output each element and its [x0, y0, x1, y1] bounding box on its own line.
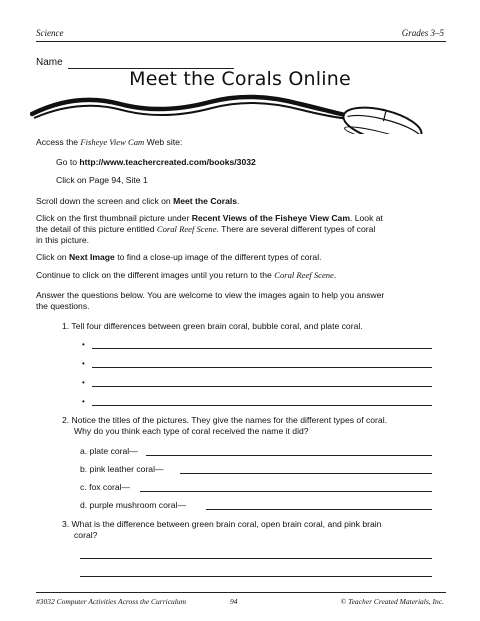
continue-paragraph: Continue to click on the different images until you return to the Coral Reef Scene.	[36, 270, 337, 280]
subject-label: Science	[36, 28, 64, 38]
answer-line-1a[interactable]	[92, 348, 432, 349]
footer-rule	[36, 592, 446, 593]
footer-book-title: #3032 Computer Activities Across the Curriculum	[36, 597, 187, 606]
computer-mouse-icon	[30, 88, 450, 134]
q2-item-d: d. purple mushroom coral—	[80, 500, 187, 510]
question-1: 1. Tell four differences between green brain coral, bubble coral, and plate coral.	[62, 321, 363, 331]
answer-line-2b[interactable]	[180, 473, 432, 474]
header-rule	[36, 41, 446, 42]
bullet-icon: •	[82, 397, 85, 406]
goto-line: Go to http://www.teachercreated.com/books/3032	[56, 157, 256, 167]
scroll-paragraph: Scroll down the screen and click on Meet the Corals.	[36, 196, 240, 206]
website-url[interactable]: http://www.teachercreated.com/books/3032	[79, 157, 256, 167]
grades-label: Grades 3–5	[401, 28, 444, 38]
thumbnail-paragraph: Click on the first thumbnail picture under Recent Views of the Fisheye View Cam. Look at the detail of this picture entitled Coral Reef Scene. There are several different types of coral in this picture.	[36, 213, 383, 245]
name-label: Name	[36, 57, 63, 68]
bullet-icon: •	[82, 359, 85, 368]
question-2: 2. Notice the titles of the pictures. They give the names for the different types of coral. Why do you think each type of coral received the name it did?	[62, 415, 387, 436]
q2-item-c: c. fox coral—	[80, 482, 131, 492]
access-paragraph: Access the Fisheye View Cam Web site:	[36, 137, 183, 147]
bullet-icon: •	[82, 340, 85, 349]
answer-line-3b[interactable]	[80, 576, 432, 577]
answer-paragraph: Answer the questions below. You are welcome to view the images again to help you answer the questions.	[36, 290, 385, 311]
answer-line-1b[interactable]	[92, 367, 432, 368]
q2-item-b: b. pink leather coral—	[80, 464, 164, 474]
answer-line-1c[interactable]	[92, 386, 432, 387]
question-3: 3. What is the difference between green brain coral, open brain coral, and pink brain coral?	[62, 519, 382, 540]
click-page-line: Click on Page 94, Site 1	[56, 175, 148, 185]
page-title: Meet the Corals Online	[129, 68, 351, 90]
site-name: Fisheye View Cam	[80, 137, 145, 147]
q2-item-a: a. plate coral—	[80, 446, 138, 456]
answer-line-2a[interactable]	[146, 455, 432, 456]
answer-line-3a[interactable]	[80, 558, 432, 559]
answer-line-1d[interactable]	[92, 405, 432, 406]
footer-copyright: © Teacher Created Materials, Inc.	[340, 597, 444, 606]
answer-line-2d[interactable]	[206, 509, 432, 510]
bullet-icon: •	[82, 378, 85, 387]
next-image-paragraph: Click on Next Image to find a close-up image of the different types of coral.	[36, 252, 322, 262]
page-number: 94	[230, 597, 238, 606]
answer-line-2c[interactable]	[140, 491, 432, 492]
